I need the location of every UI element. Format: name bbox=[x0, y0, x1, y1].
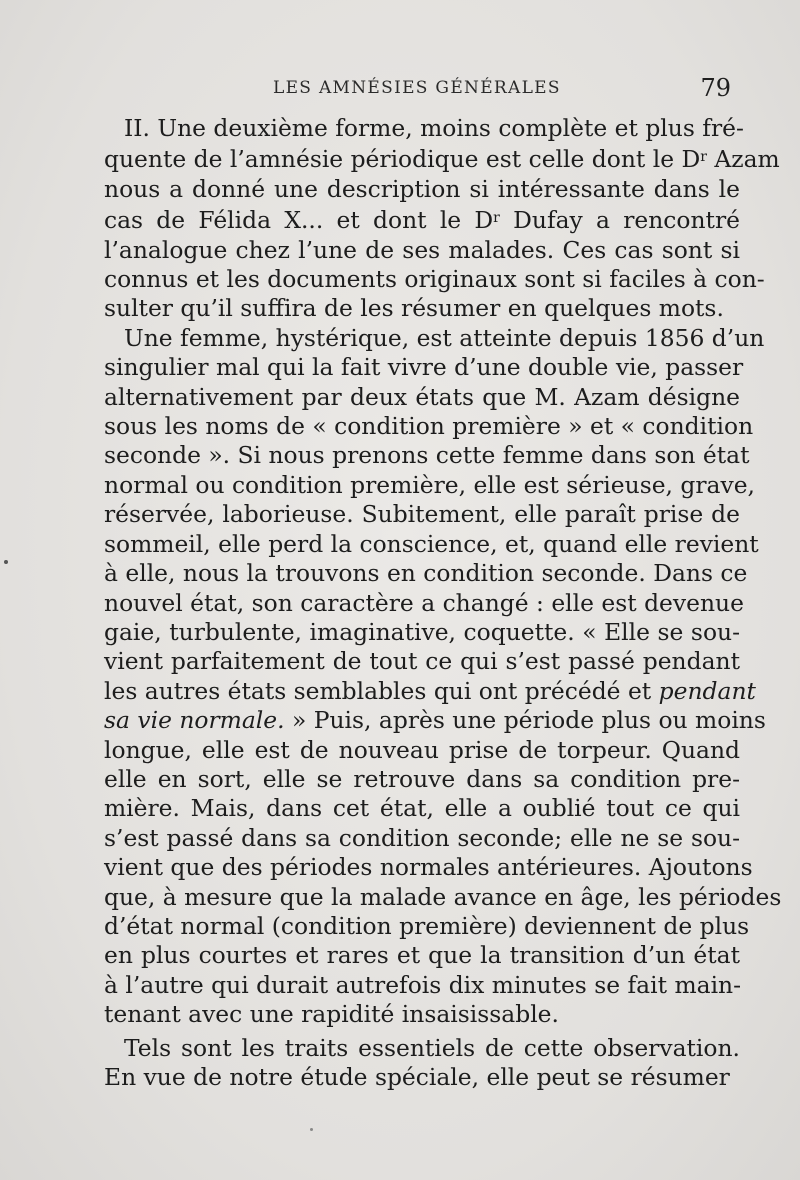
margin-speck bbox=[310, 1128, 313, 1131]
text-line: nouvel état, son caractère a changé : elle est devenue bbox=[104, 588, 744, 617]
text-line: à elle, nous la trouvons en condition seconde. Dans ce bbox=[104, 559, 748, 588]
body-text bbox=[104, 114, 782, 1092]
page-header bbox=[105, 74, 737, 106]
text-line: elle en sort, elle se retrouve dans sa condition pre- bbox=[104, 764, 740, 793]
page-number: 79 bbox=[700, 74, 731, 102]
text-line: Une femme, hystérique, est atteinte depuis 1856 d’un bbox=[124, 323, 765, 352]
text-line: les autres états semblables qui ont précédé et pendant bbox=[104, 676, 756, 705]
paragraph-1 bbox=[104, 114, 780, 324]
text-line: s’est passé dans sa condition seconde; elle ne se sou- bbox=[104, 823, 740, 852]
text-line: l’analogue chez l’une de ses malades. Ces cas sont si bbox=[104, 235, 740, 264]
text-line: mière. Mais, dans cet état, elle a oublié tout ce qui bbox=[104, 794, 740, 823]
text-line: tenant avec une rapidité insaisissable. bbox=[104, 1000, 559, 1029]
superscript: r bbox=[700, 149, 707, 166]
text-line: sous les noms de « condition première » et « condition bbox=[104, 412, 754, 441]
text-line: cas de Félida X... et dont le $D^r$ Dufay a rencontré bbox=[104, 206, 740, 235]
text-line: d’état normal (condition première) deviennent de plus bbox=[104, 911, 750, 940]
text-line: gaie, turbulente, imaginative, coquette. « Elle se sou- bbox=[104, 617, 740, 646]
text-line: vient que des périodes normales antérieures. Ajoutons bbox=[104, 853, 753, 882]
text-line: longue, elle est de nouveau prise de torpeur. Quand bbox=[104, 735, 740, 764]
text-line: réservée, laborieuse. Subitement, elle paraît prise de bbox=[104, 500, 740, 529]
text-line: seconde ». Si nous prenons cette femme dans son état bbox=[104, 441, 750, 470]
text-line: à l’autre qui durait autrefois dix minutes se fait main- bbox=[104, 970, 742, 999]
superscript: r bbox=[493, 210, 500, 227]
text-line: normal ou condition première, elle est sérieuse, grave, bbox=[104, 470, 755, 499]
text-line: sa vie normale. » Puis, après une période plus ou moins bbox=[104, 706, 766, 735]
text-line: quente de l’amnésie périodique est celle dont le $D^r$ Azam bbox=[104, 145, 780, 174]
text-line: Tels sont les traits essentiels de cette observation. bbox=[124, 1033, 740, 1062]
text-line: alternativement par deux états que M. Azam désigne bbox=[104, 382, 740, 411]
text-line: singulier mal qui la fait vivre d’une double vie, passer bbox=[104, 353, 744, 382]
text-line: II. Une deuxième forme, moins complète et plus fré- bbox=[124, 114, 744, 142]
text-line: sommeil, elle perd la conscience, et, quand elle revient bbox=[104, 529, 759, 558]
margin-speck bbox=[4, 560, 8, 564]
text-line: En vue de notre étude spéciale, elle peut se résumer bbox=[104, 1063, 730, 1091]
text-line: sulter qu’il suffira de les résumer en quelques mots. bbox=[104, 294, 724, 323]
text-line: en plus courtes et rares et que la transition d’un état bbox=[104, 941, 740, 970]
paragraph-3 bbox=[104, 1034, 740, 1093]
text-line: connus et les documents originaux sont si faciles à con- bbox=[104, 265, 765, 294]
italic-text: pendant bbox=[658, 676, 756, 705]
italic-text: sa vie normale. bbox=[104, 706, 285, 735]
text-line: que, à mesure que la malade avance en âge, les périodes bbox=[104, 882, 782, 911]
text-line: nous a donné une description si intéressante dans le bbox=[104, 174, 740, 203]
running-head: LES AMNÉSIES GÉNÉRALES bbox=[273, 78, 561, 98]
paragraph-2 bbox=[104, 323, 782, 1030]
text-line: vient parfaitement de tout ce qui s’est passé pendant bbox=[104, 647, 740, 676]
